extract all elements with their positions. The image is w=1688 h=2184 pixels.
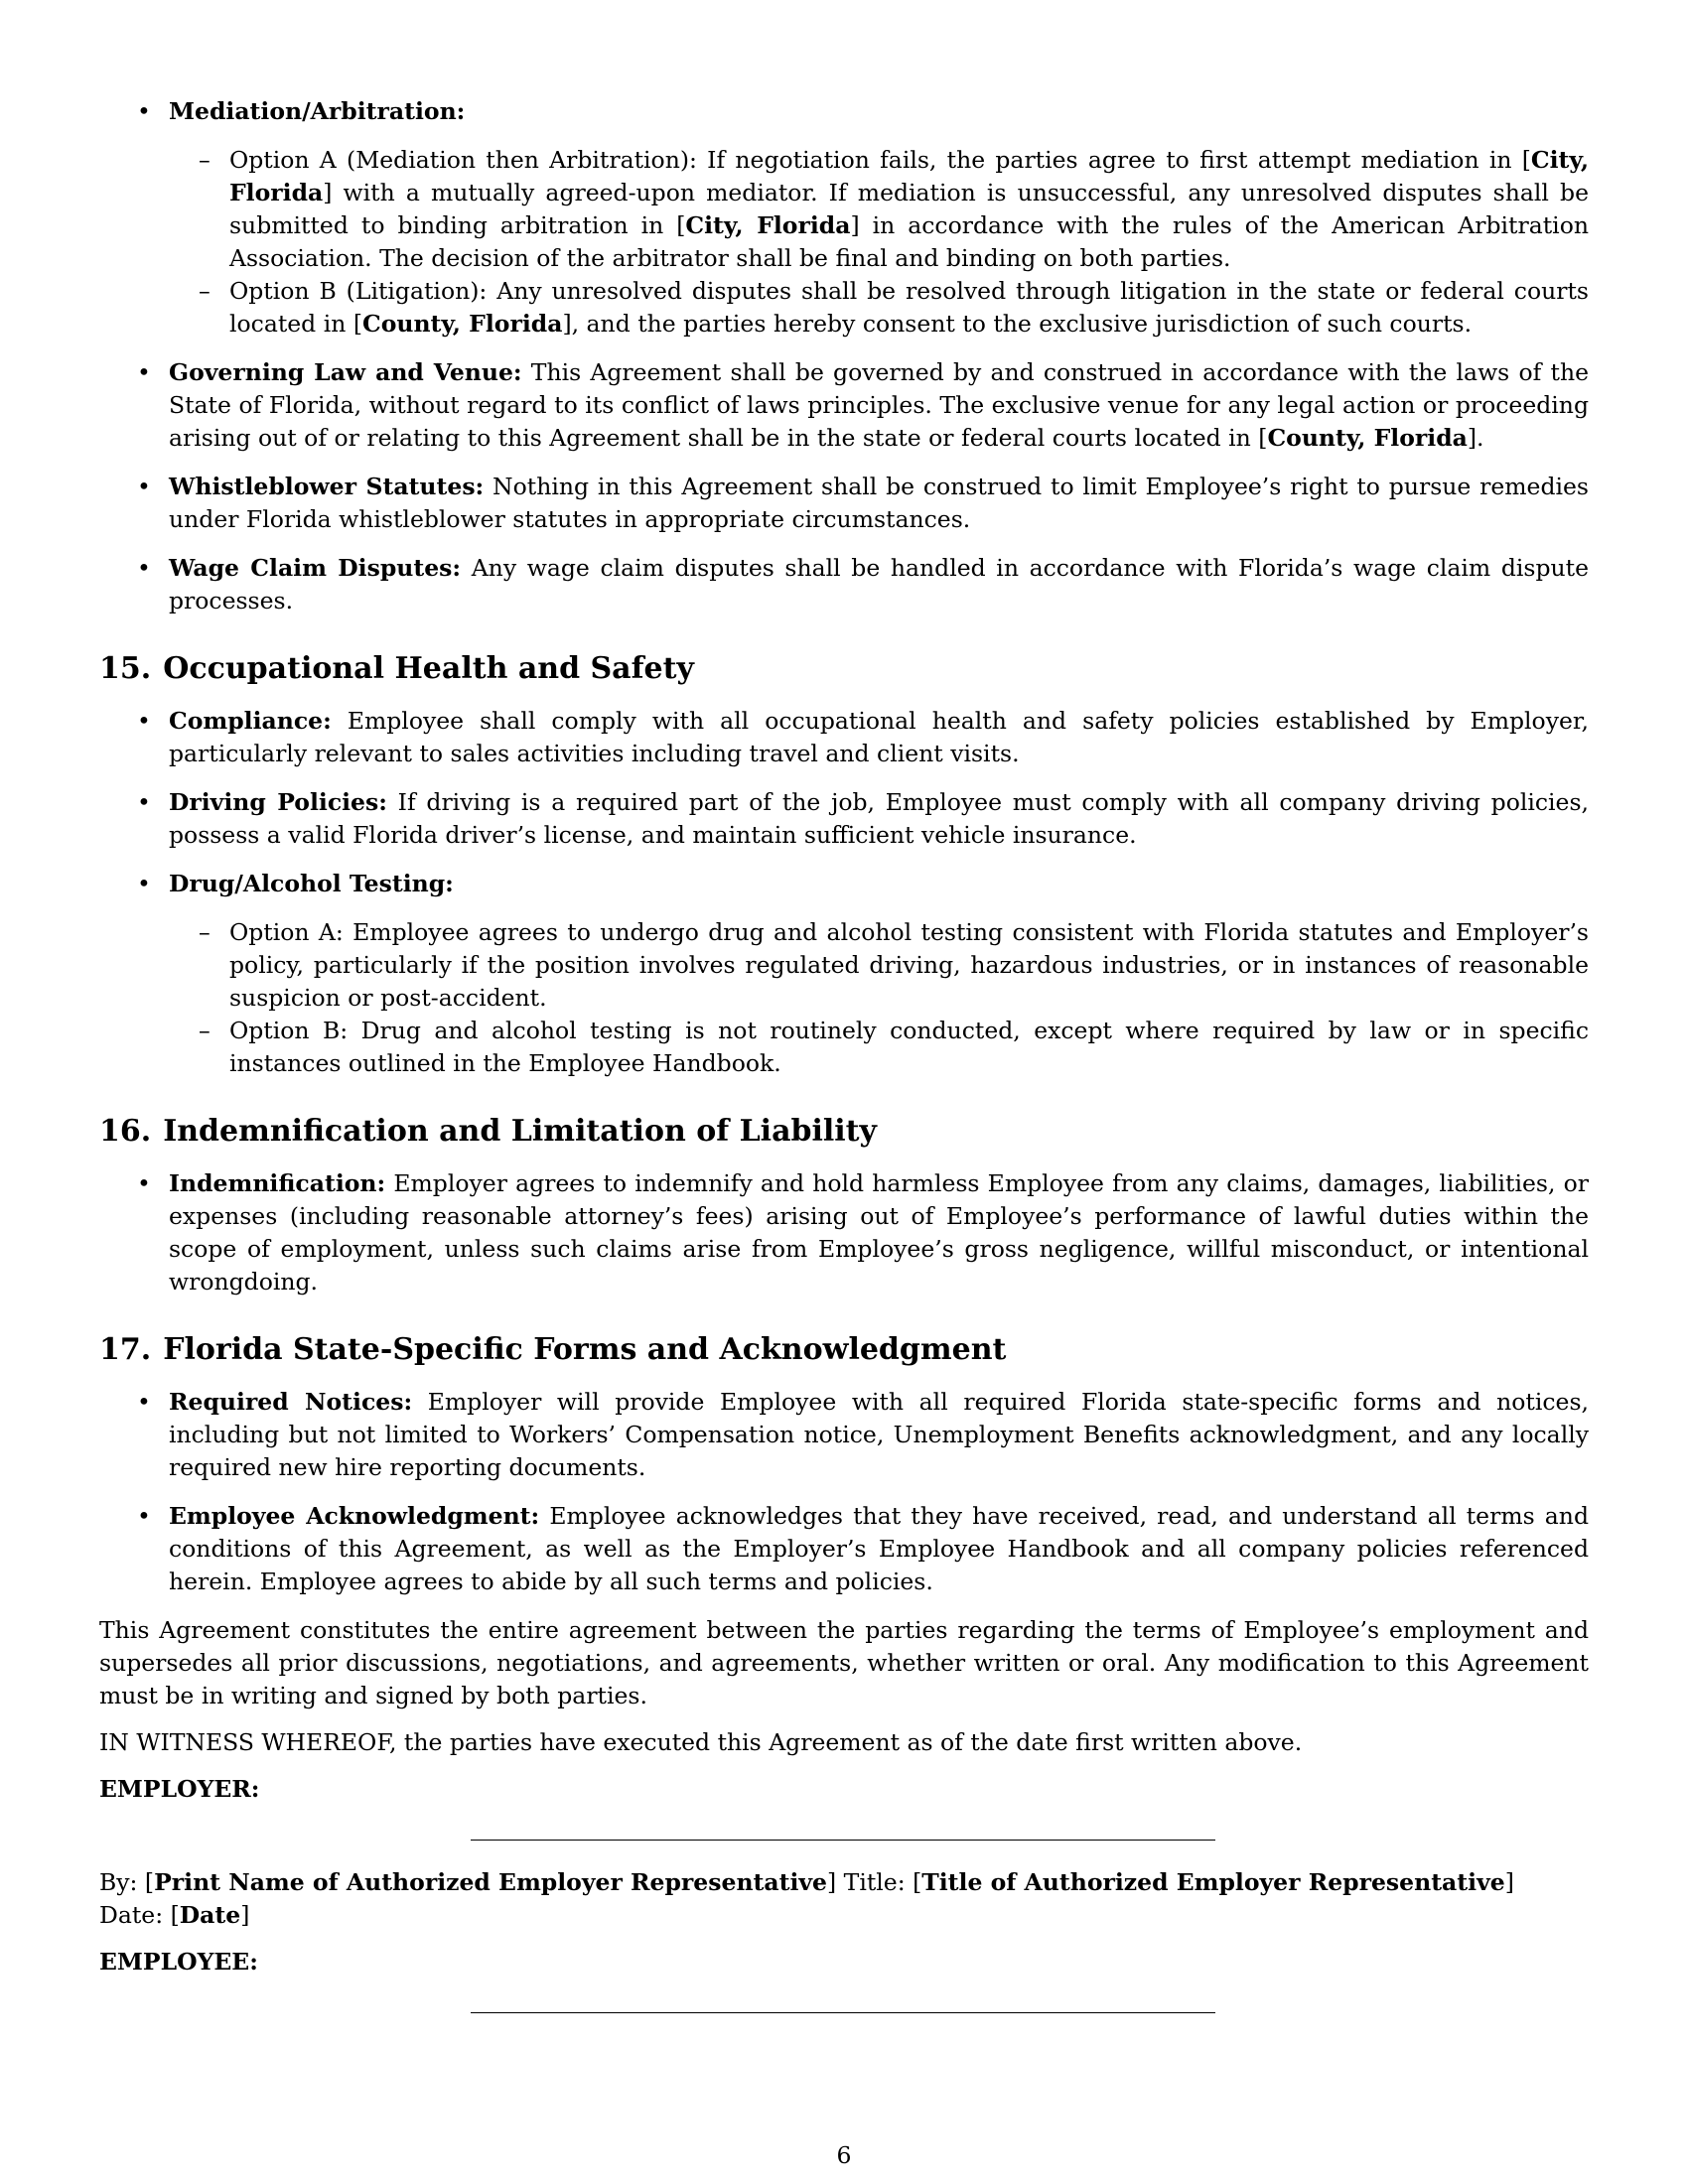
by-title-line: [99, 1866, 1589, 1899]
section-heading-17: [99, 1332, 1589, 1368]
bullet-icon: •: [137, 97, 151, 125]
bullet-icon: •: [137, 473, 151, 500]
section-title: Occupational Health and Safety: [163, 651, 694, 686]
section-number: 15.: [99, 651, 152, 686]
witness-paragraph: IN WITNESS WHEREOF, the parties have executed this Agreement as of the date first written above.: [99, 1728, 1303, 1756]
item-text: ].: [1467, 424, 1484, 452]
dash-icon: –: [199, 146, 211, 174]
drug-options-list: [169, 916, 1589, 1080]
section-number: 17.: [99, 1332, 152, 1367]
employee-signature-line: [471, 2012, 1215, 2013]
bullet-icon: •: [137, 1388, 151, 1416]
dash-icon: –: [199, 918, 211, 946]
date-line: [99, 1899, 1589, 1932]
section-heading-16: [99, 1114, 1589, 1150]
option-b-item: [169, 275, 1589, 341]
compliance-item: [99, 705, 1589, 770]
section-heading-15: [99, 651, 1589, 687]
item-text: Employer will provide Employee with all required Florida state-specific forms and notices, including but not limited to Workers’ Compensation notice, Unemployment Benefits acknowledgment, and any locally required new hire reporting documents.: [169, 1388, 1589, 1481]
item-label: Mediation/Arbitration:: [169, 97, 466, 125]
bullet-icon: •: [137, 788, 151, 816]
by-prefix: By: [: [99, 1868, 155, 1896]
employer-signature-line: [471, 1840, 1215, 1841]
option-text: Option B (Litigation): Any unresolved disputes shall be resolved through litigation in the state or federal courts located in [: [229, 277, 1589, 338]
section-15-list: [99, 705, 1589, 1080]
item-label: Governing Law and Venue:: [169, 358, 522, 386]
bullet-icon: •: [137, 554, 151, 582]
option-text: ] with a mutually agreed-upon mediator. If mediation is unsuccessful, any unresolved disputes shall be submitted to binding arbitration in [: [229, 179, 1589, 239]
item-text: Employee shall comply with all occupational health and safety policies established by Employer, particularly relevant to sales activities including travel and client visits.: [169, 707, 1589, 767]
option-text: Option A: Employee agrees to undergo drug and alcohol testing consistent with Florida statutes and Employer’s policy, particularly if the position involves regulated driving, hazardous industries, or in instances of reasonable suspicion or post-accident.: [229, 918, 1589, 1012]
mediation-options-list: [169, 144, 1589, 341]
placeholder-representative-name: Print Name of Authorized Employer Representative: [154, 1868, 827, 1896]
section-title: Florida State-Specific Forms and Acknowledgment: [163, 1332, 1007, 1367]
item-label: Whistleblower Statutes:: [169, 473, 485, 500]
entire-agreement-paragraph: This Agreement constitutes the entire agreement between the parties regarding the terms of Employee’s employment and supersedes all prior discussions, negotiations, and agreements, whether written or oral. Any modification to this Agreement must be in writing and signed by both parties.: [99, 1616, 1589, 1709]
option-a-item: [169, 916, 1589, 1015]
section-title: Indemnification and Limitation of Liability: [163, 1114, 877, 1149]
governing-law-item: [99, 356, 1589, 455]
option-text: ], and the parties hereby consent to the exclusive jurisdiction of such courts.: [562, 310, 1473, 338]
drug-alcohol-item: [99, 868, 1589, 1080]
item-text: Employee acknowledges that they have received, read, and understand all terms and conditions of this Agreement, as well as the Employer’s Employee Handbook and all company policies referenced herein. Employee agrees to abide by all such terms and policies.: [169, 1502, 1589, 1595]
driving-policies-item: [99, 786, 1589, 852]
page-number: 6: [836, 2141, 852, 2169]
option-text: ] in accordance with the rules of the American Arbitration Association. The decision of the arbitrator shall be final and binding on both parties.: [229, 211, 1589, 272]
title-suffix: ]: [1504, 1868, 1514, 1896]
placeholder-county: County, Florida: [362, 310, 563, 338]
section-17-list: [99, 1386, 1589, 1598]
document-page: [99, 95, 1589, 2013]
dash-icon: –: [199, 277, 211, 305]
indemnification-item: [99, 1167, 1589, 1298]
option-a-item: [169, 144, 1589, 275]
placeholder-city: City, Florida: [685, 211, 851, 239]
bullet-icon: •: [137, 707, 151, 735]
item-label: Required Notices:: [169, 1388, 413, 1416]
item-label: Compliance:: [169, 707, 332, 735]
item-label: Employee Acknowledgment:: [169, 1502, 540, 1530]
employee-acknowledgment-item: [99, 1500, 1589, 1598]
bullet-icon: •: [137, 358, 151, 386]
employer-label: EMPLOYER:: [99, 1775, 260, 1803]
option-text: Option B: Drug and alcohol testing is not routinely conducted, except where required by law or in specific instances outlined in the Employee Handbook.: [229, 1017, 1589, 1077]
item-label: Indemnification:: [169, 1169, 386, 1197]
required-notices-item: [99, 1386, 1589, 1484]
item-text: Any wage claim disputes shall be handled in accordance with Florida’s wage claim dispute processes.: [169, 554, 1589, 614]
item-text: Employer agrees to indemnify and hold harmless Employee from any claims, damages, liabilities, or expenses (including reasonable attorney’s fees) arising out of Employee’s performance of lawful duties within the scope of employment, unless such claims arise from Employee’s gross negligence, willful misconduct, or intentional wrongdoing.: [169, 1169, 1589, 1296]
placeholder-date: Date: [179, 1901, 241, 1929]
option-b-item: [169, 1015, 1589, 1080]
section-number: 16.: [99, 1114, 152, 1149]
item-text: If driving is a required part of the job, Employee must comply with all company driving policies, possess a valid Florida driver’s license, and maintain sufficient vehicle insurance.: [169, 788, 1589, 849]
item-text: This Agreement shall be governed by and construed in accordance with the laws of the State of Florida, without regard to its conflict of laws principles. The exclusive venue for any legal action or proceeding arising out of or relating to this Agreement shall be in the state or federal courts located in [: [169, 358, 1590, 452]
employee-label: EMPLOYEE:: [99, 1948, 258, 1976]
bullet-icon: •: [137, 870, 151, 897]
dispute-resolution-list: [99, 95, 1589, 617]
placeholder-representative-title: Title of Authorized Employer Representative: [921, 1868, 1505, 1896]
placeholder-city: City, Florida: [229, 146, 1589, 206]
employer-signature-details: [99, 1866, 1589, 1932]
date-prefix: Date: [: [99, 1901, 180, 1929]
item-text: Nothing in this Agreement shall be construed to limit Employee’s right to pursue remedies under Florida whistleblower statutes in appropriate circumstances.: [169, 473, 1589, 533]
item-label: Wage Claim Disputes:: [169, 554, 462, 582]
item-label: Drug/Alcohol Testing:: [169, 870, 454, 897]
dash-icon: –: [199, 1017, 211, 1044]
mediation-arbitration-item: [99, 95, 1589, 341]
wage-claim-item: [99, 552, 1589, 617]
title-prefix: ] Title: [: [827, 1868, 922, 1896]
bullet-icon: •: [137, 1502, 151, 1530]
section-16-list: [99, 1167, 1589, 1298]
bullet-icon: •: [137, 1169, 151, 1197]
placeholder-county: County, Florida: [1267, 424, 1468, 452]
option-text: Option A (Mediation then Arbitration): If negotiation fails, the parties agree to first attempt mediation in [: [229, 146, 1531, 174]
date-suffix: ]: [240, 1901, 250, 1929]
whistleblower-item: [99, 471, 1589, 536]
item-label: Driving Policies:: [169, 788, 387, 816]
